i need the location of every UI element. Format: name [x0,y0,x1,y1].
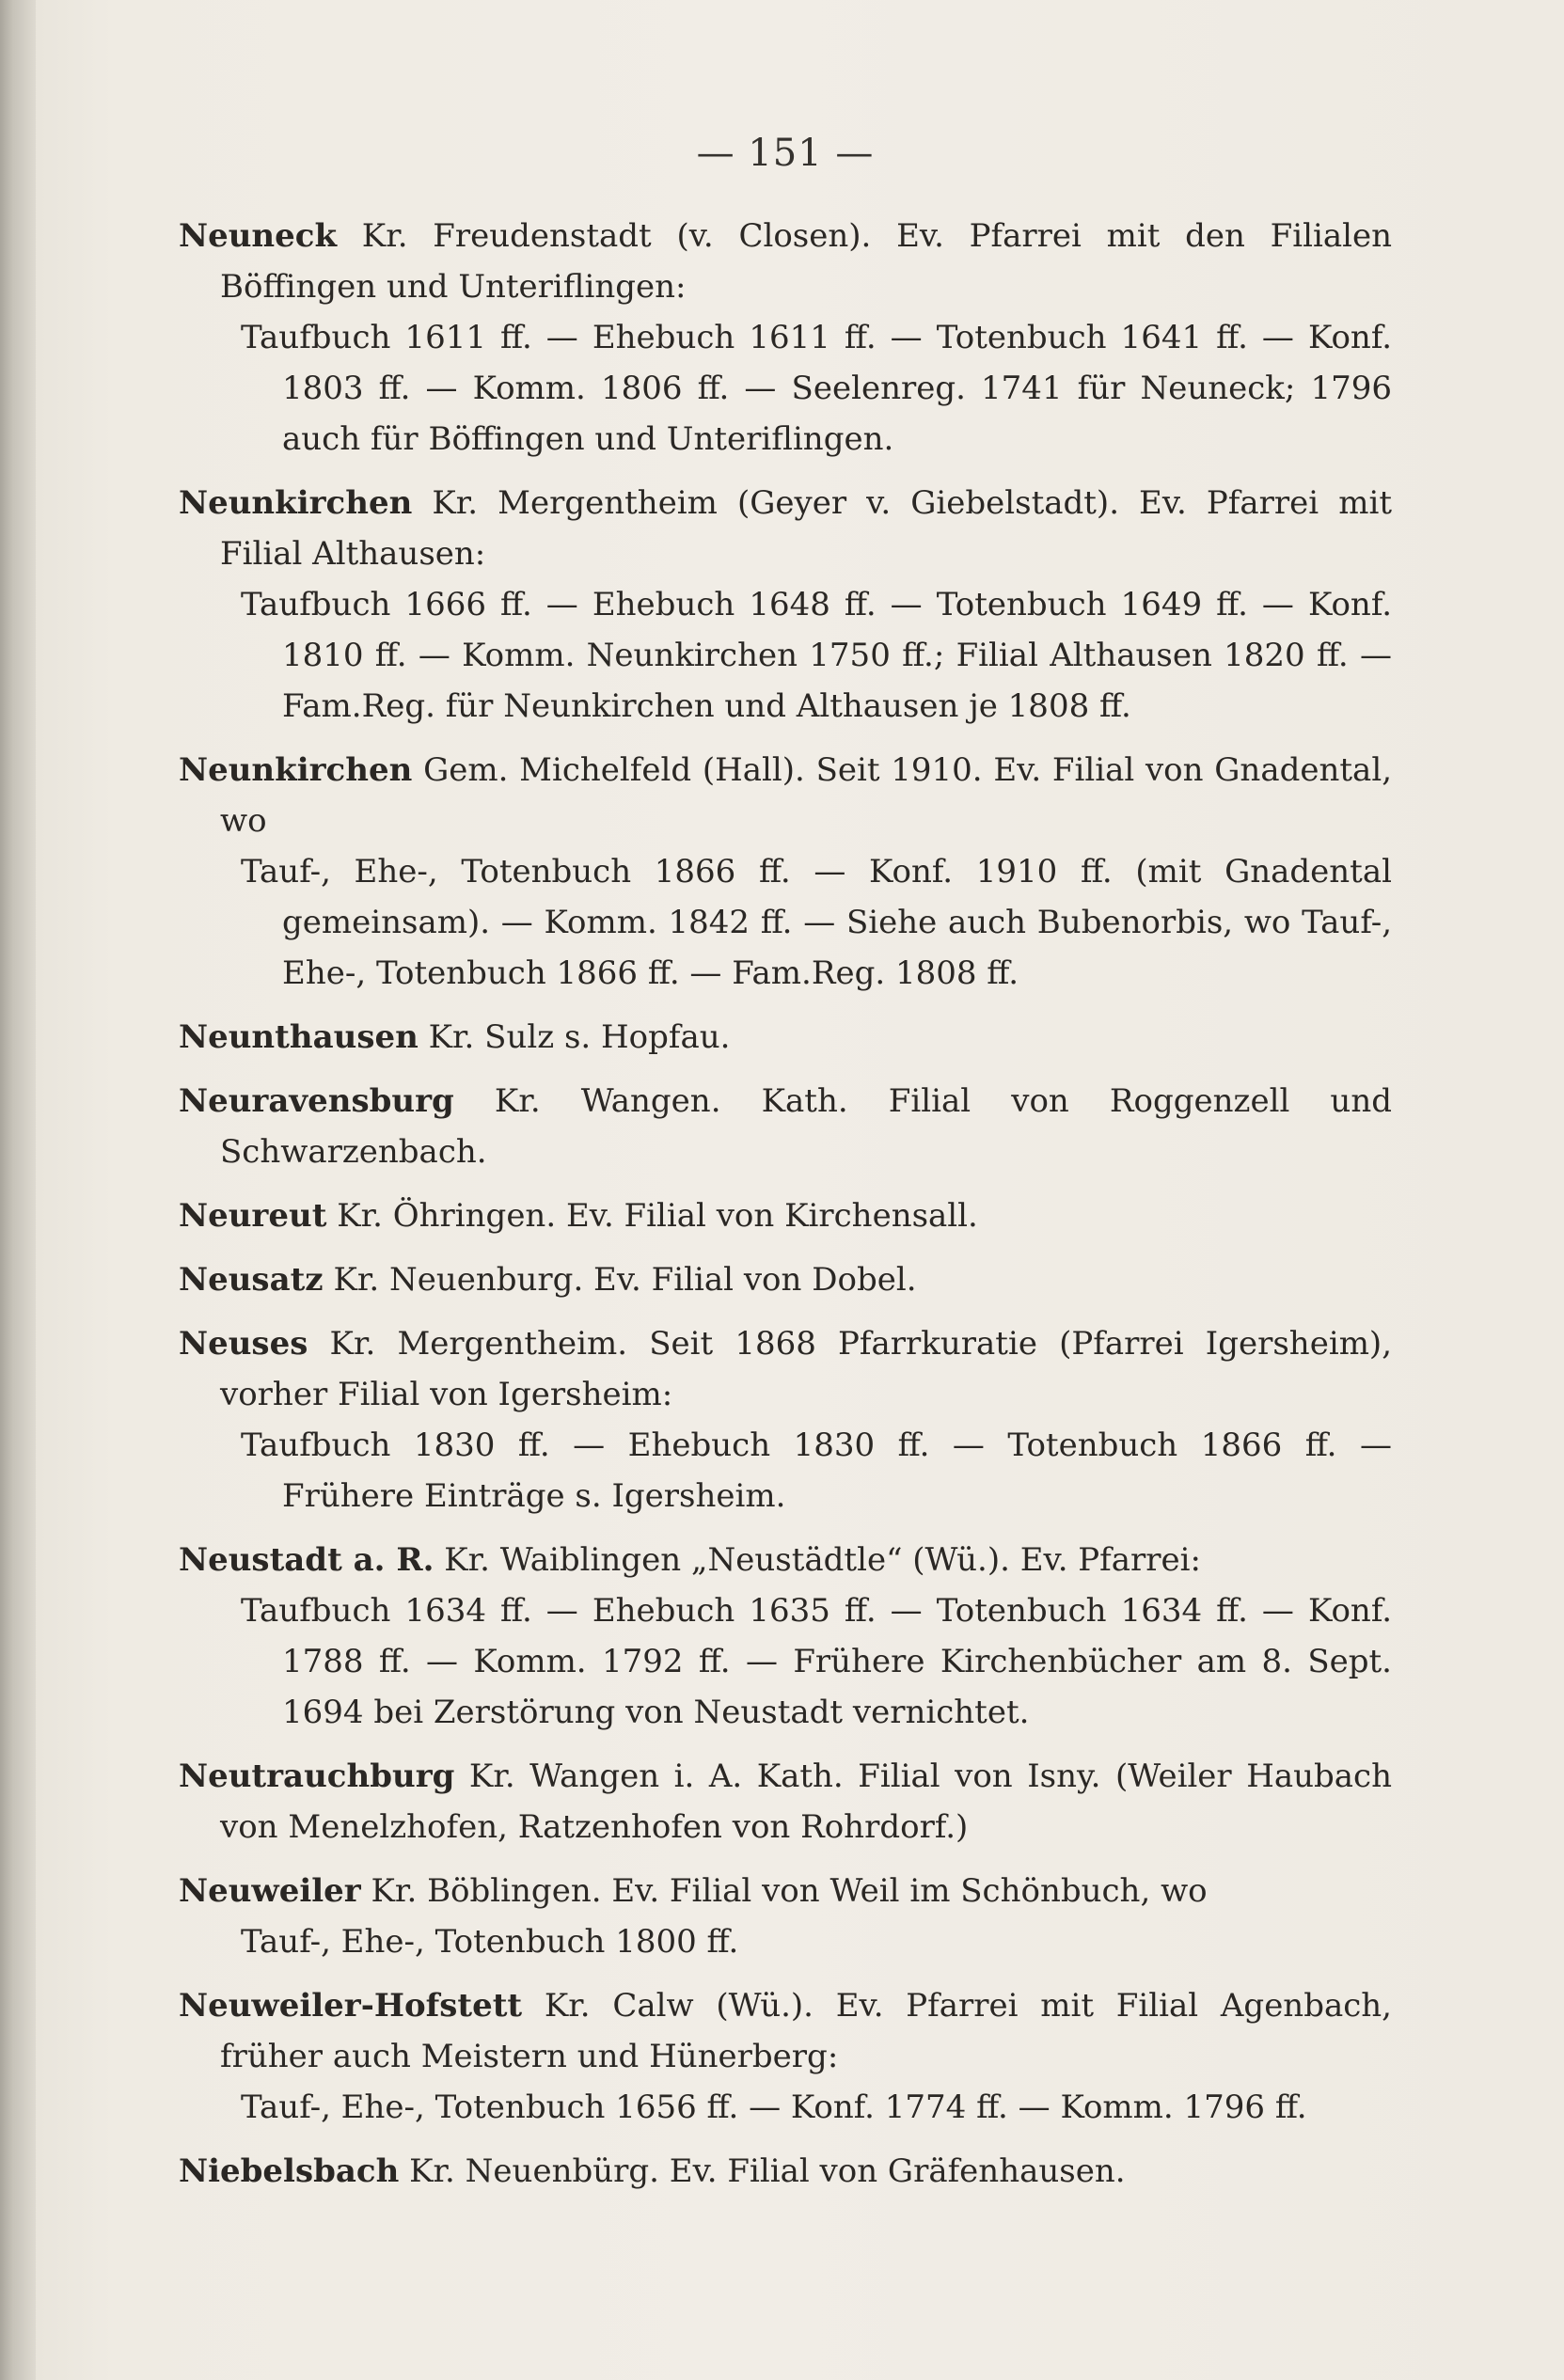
entry-place: Neusatz [179,1261,324,1299]
entry-details: Tauf-, Ehe-, Totenbuch 1656 ff. — Konf. 1774 ff. — Komm. 1796 ff. [241,2088,1307,2126]
entry-neuravensburg [179,1076,1392,1177]
entry-neuses [179,1318,1392,1521]
register-entries [179,211,1392,2197]
entry-details: Taufbuch 1830 ff. — Ehebuch 1830 ff. — Totenbuch 1866 ff. — Frühere Einträge s. Igersheim. [241,1426,1392,1515]
entry-place: Neunthausen [179,1018,419,1056]
entry-text: Kr. Mergentheim (Geyer v. Giebelstadt). Ev. Pfarrei mit Filial Althausen: [220,484,1392,573]
entry-details: Taufbuch 1666 ff. — Ehebuch 1648 ff. — Totenbuch 1649 ff. — Konf. 1810 ff. — Komm. Neunkirchen 1750 ff.; Filial Althausen 1820 ff. — Fam.Reg. für Neunkirchen und Althausen je 1808 ff. [241,586,1392,725]
entry-place: Neuneck [179,217,338,255]
entry-neunkirchen-michelfeld [179,745,1392,999]
entry-place: Neustadt a. R. [179,1541,434,1579]
entry-place: Neuses [179,1325,308,1363]
page-number: — 151 — [696,132,875,175]
entry-text: Kr. Sulz s. Hopfau. [428,1018,731,1056]
entry-text: Kr. Böblingen. Ev. Filial von Weil im Schönbuch, wo [371,1872,1208,1910]
entry-neutrauchburg [179,1751,1392,1852]
entry-text: Kr. Wangen. Kath. Filial von Roggenzell und Schwarzenbach. [220,1082,1392,1171]
entry-place: Niebelsbach [179,2152,400,2190]
entry-place: Neuravensburg [179,1082,454,1120]
entry-place: Neutrauchburg [179,1757,455,1795]
entry-neustadt [179,1535,1392,1738]
entry-text: Kr. Waiblingen „Neustädtle“ (Wü.). Ev. Pfarrei: [444,1541,1201,1579]
entry-neureut [179,1190,1392,1241]
entry-neunkirchen-mergentheim [179,478,1392,732]
entry-text: Kr. Freudenstadt (v. Closen). Ev. Pfarrei mit den Filialen Böffingen und Unteriflingen: [220,217,1392,306]
entry-details: Tauf-, Ehe-, Totenbuch 1866 ff. — Konf. 1910 ff. (mit Gnadental gemeinsam). — Komm. 1842 ff. — Siehe auch Bubenorbis, wo Tauf-, Ehe-, Totenbuch 1866 ff. — Fam.Reg. 1808 ff. [241,853,1392,992]
entry-neunthausen [179,1012,1392,1063]
entry-text: Kr. Neuenburg. Ev. Filial von Dobel. [333,1261,917,1299]
entry-text: Kr. Calw (Wü.). Ev. Pfarrei mit Filial Agenbach, früher auch Meistern und Hünerberg: [220,1987,1392,2075]
entry-text: Kr. Öhringen. Ev. Filial von Kirchensall. [337,1197,978,1235]
entry-details: Taufbuch 1634 ff. — Ehebuch 1635 ff. — Totenbuch 1634 ff. — Konf. 1788 ff. — Komm. 1792 ff. — Frühere Kirchenbücher am 8. Sept. 1694 bei Zerstörung von Neustadt vernichtet. [241,1592,1392,1731]
entry-place: Neuweiler-Hofstett [179,1987,523,2025]
entry-details: Taufbuch 1611 ff. — Ehebuch 1611 ff. — Totenbuch 1641 ff. — Konf. 1803 ff. — Komm. 1806 ff. — Seelenreg. 1741 für Neuneck; 1796 auch für Böffingen und Unteriflingen. [241,319,1392,458]
entry-text: Kr. Wangen i. A. Kath. Filial von Isny. (Weiler Haubach von Menelzhofen, Ratzenhofen von Rohrdorf.) [220,1757,1392,1846]
entry-text: Gem. Michelfeld (Hall). Seit 1910. Ev. Filial von Gnadental, wo [220,751,1392,840]
entry-neusatz [179,1254,1392,1305]
entry-place: Neuweiler [179,1872,361,1910]
entry-place: Neunkirchen [179,484,413,522]
entry-neuneck [179,211,1392,465]
book-spine [0,0,36,2380]
entry-text: Kr. Mergentheim. Seit 1868 Pfarrkuratie (Pfarrei Igersheim), vorher Filial von Igersheim: [220,1325,1393,1413]
entry-details: Tauf-, Ehe-, Totenbuch 1800 ff. [241,1923,739,1961]
entry-text: Kr. Neuenbürg. Ev. Filial von Gräfenhausen. [409,2152,1126,2190]
entry-place: Neunkirchen [179,751,413,789]
entry-niebelsbach [179,2146,1392,2197]
entry-neuweiler [179,1866,1392,1967]
entry-place: Neureut [179,1197,327,1235]
entry-neuweiler-hofstett [179,1980,1392,2133]
